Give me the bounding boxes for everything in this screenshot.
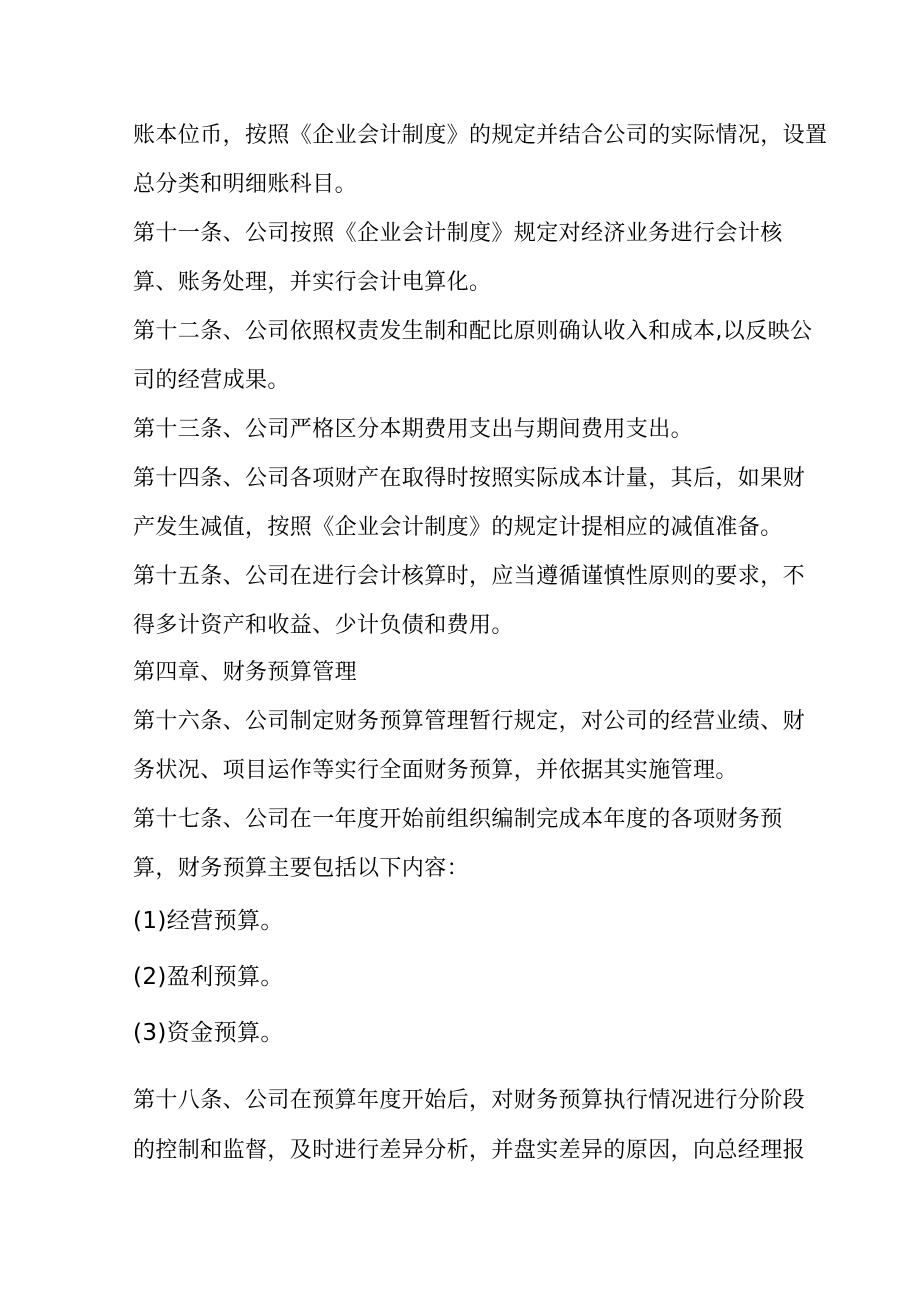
list-item-1: (1)经营预算。 <box>133 908 284 934</box>
article-18-line-2: 的控制和监督，及时进行差异分析，并盘实差异的原因，向总经理报 <box>133 1138 806 1163</box>
article-16-line-2: 务状况、项目运作等实行全面财务预算，并依据其实施管理。 <box>133 758 738 783</box>
chapter-4-heading: 第四章、财务预算管理 <box>133 660 358 685</box>
article-17-line-1: 第十七条、公司在一年度开始前组织编制完成本年度的各项财务预 <box>133 807 783 832</box>
article-12-line-1: 第十二条、公司依照权责发生制和配比原则确认收入和成本,以反映公 <box>133 319 813 344</box>
article-15-line-1: 第十五条、公司在进行会计核算时，应当遵循谨慎性原则的要求，不 <box>133 564 806 589</box>
article-11-line-2: 算、账务处理，并实行会计电算化。 <box>133 270 492 295</box>
article-11-line-1: 第十一条、公司按照《企业会计制度》规定对经济业务进行会计核 <box>133 221 783 246</box>
article-12-line-2: 司的经营成果。 <box>133 368 290 393</box>
list-item-2: (2)盈利预算。 <box>133 964 284 990</box>
article-15-line-2: 得多计资产和收益、少计负债和费用。 <box>133 613 514 638</box>
article-18-line-1: 第十八条、公司在预算年度开始后，对财务预算执行情况进行分阶段 <box>133 1088 806 1113</box>
list-item-3: (3)资金预算。 <box>133 1020 284 1046</box>
article-14-line-1: 第十四条、公司各项财产在取得时按照实际成本计量，其后，如果财 <box>133 466 806 491</box>
article-17-line-2: 算，财务预算主要包括以下内容： <box>133 856 470 881</box>
article-14-line-2: 产发生减值，按照《企业会计制度》的规定计提相应的减值准备。 <box>133 515 783 540</box>
article-13-line-1: 第十三条、公司严格区分本期费用支出与期间费用支出。 <box>133 417 694 442</box>
text-line-1: 账本位币，按照《企业会计制度》的规定并结合公司的实际情况，设置 <box>133 123 828 148</box>
text-line-2: 总分类和明细账科目。 <box>133 172 358 197</box>
article-16-line-1: 第十六条、公司制定财务预算管理暂行规定，对公司的经营业绩、财 <box>133 709 806 734</box>
